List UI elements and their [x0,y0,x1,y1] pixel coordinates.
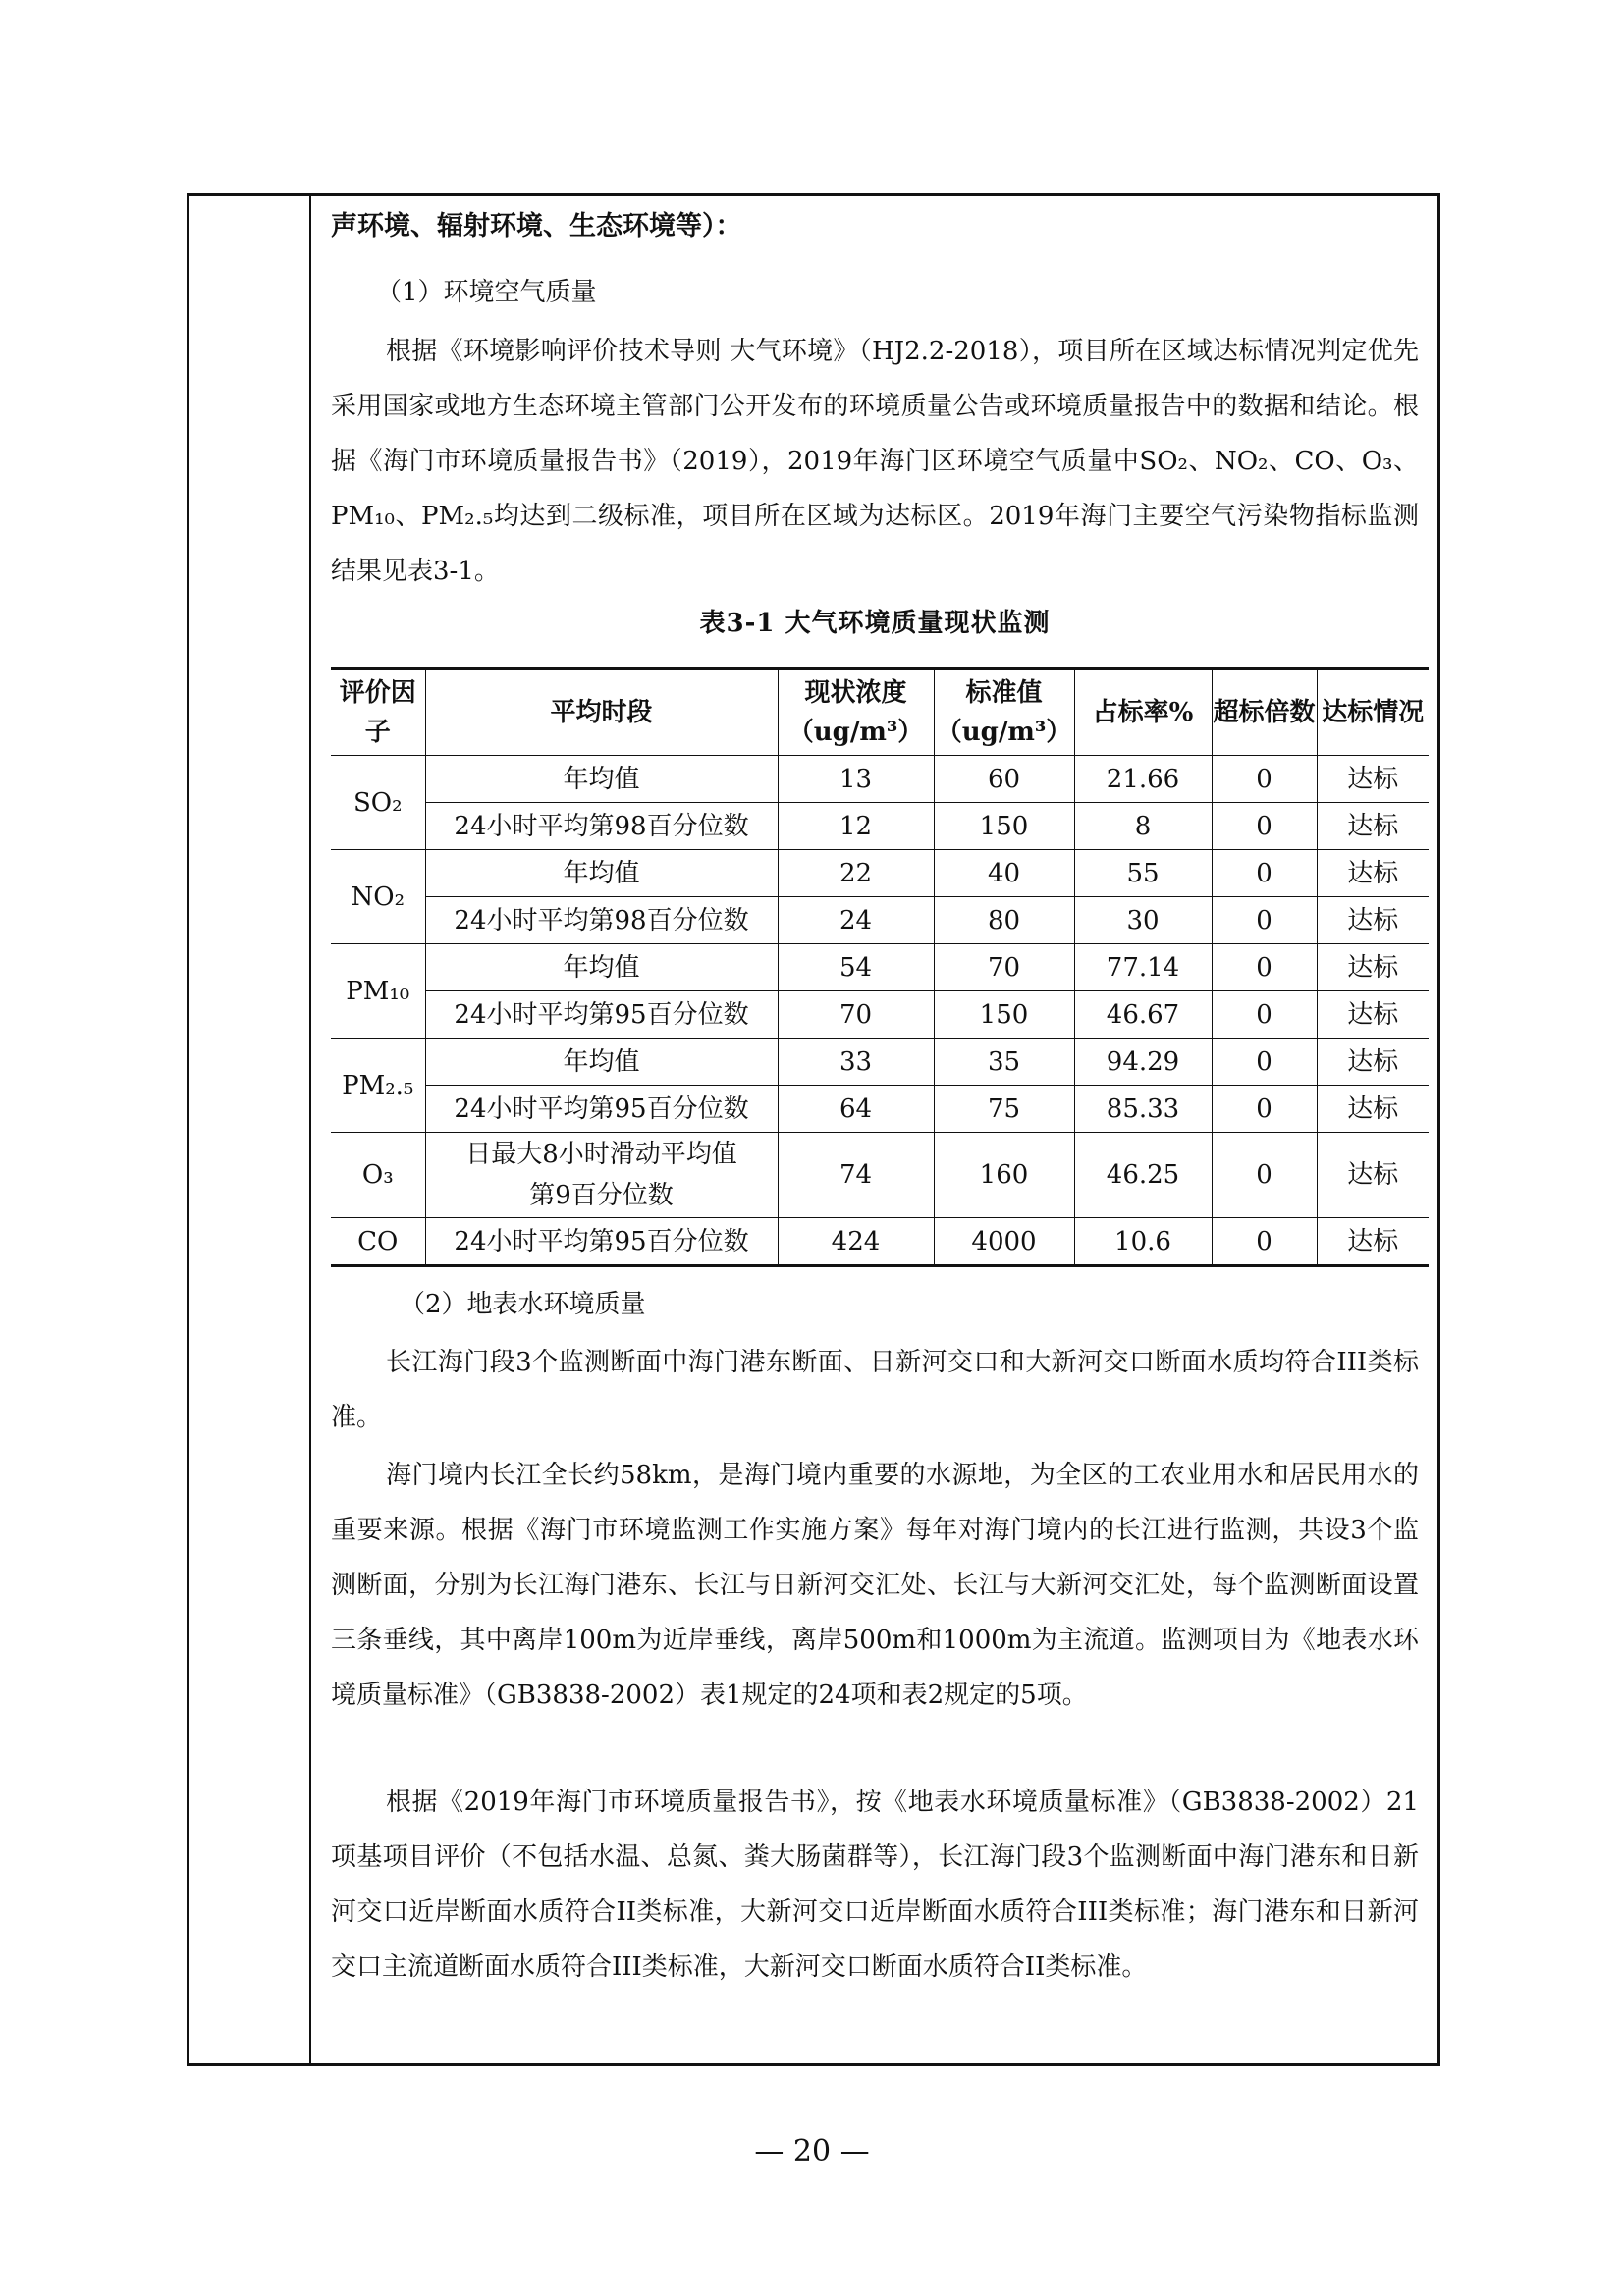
std-cell: 60 [934,756,1074,803]
std-cell: 70 [934,944,1074,991]
document-frame [187,193,1440,2066]
header-standard: 标准值（ug/m³） [934,669,1074,756]
exceed-cell: 0 [1212,1039,1317,1086]
std-cell: 160 [934,1133,1074,1218]
air-quality-paragraph: 根据《环境影响评价技术导则 大气环境》（HJ2.2-2018），项目所在区域达标情况判定优先采用国家或地方生态环境主管部门公开发布的环境质量公告或环境质量报告中的数据和结论。根据《海门市环境质量报告书》（2019），2019年海门区环境空气质量中SO₂、NO₂、CO、O₃、PM₁₀、PM₂.₅均达到二级标准，项目所在区域为达标区。2019年海门主要空气污染物指标监测结果见表3-1。 [331,337,1419,586]
exceed-cell: 0 [1212,1086,1317,1133]
surface-water-paragraph-2: 海门境内长江全长约58km，是海门境内重要的水源地，为全区的工农业用水和居民用水的重要来源。根据《海门市环境监测工作实施方案》每年对海门境内的长江进行监测，共设3个监测断面，分别为长江海门港东、长江与日新河交汇处、长江与大新河交汇处，每个监测断面设置三条垂线，其中离岸100m为近岸垂线，离岸500m和1000m为主流道。监测项目为《地表水环境质量标准》（GB3838-2002）表1规定的24项和表2规定的5项。 [331,1461,1419,1710]
status-cell: 达标 [1317,944,1429,991]
factor-cell: CO [331,1218,425,1266]
ratio-cell: 10.6 [1074,1218,1212,1266]
status-cell: 达标 [1317,1133,1429,1218]
ratio-cell: 85.33 [1074,1086,1212,1133]
factor-cell: PM₁₀ [331,944,425,1039]
header-ratio: 占标率% [1074,669,1212,756]
exceed-cell: 0 [1212,756,1317,803]
period-cell: 年均值 [425,944,778,991]
exceed-cell: 0 [1212,850,1317,897]
factor-cell: SO₂ [331,756,425,850]
status-cell: 达标 [1317,1218,1429,1266]
status-cell: 达标 [1317,803,1429,850]
factor-cell: PM₂.₅ [331,1039,425,1133]
ratio-cell: 94.29 [1074,1039,1212,1086]
ratio-cell: 30 [1074,897,1212,944]
table-row [331,1086,1429,1133]
status-cell: 达标 [1317,756,1429,803]
table-row [331,897,1429,944]
conc-cell: 424 [778,1218,934,1266]
exceed-cell: 0 [1212,897,1317,944]
section-heading: 声环境、辐射环境、生态环境等）： [331,211,742,241]
std-cell: 75 [934,1086,1074,1133]
conc-cell: 70 [778,991,934,1039]
exceed-cell: 0 [1212,803,1317,850]
factor-cell: O₃ [331,1133,425,1218]
table-row [331,803,1429,850]
surface-water-subheading: （2）地表水环境质量 [400,1290,646,1319]
table-caption: 表3-1 大气环境质量现状监测 [699,609,1051,638]
status-cell: 达标 [1317,1039,1429,1086]
conc-cell: 54 [778,944,934,991]
factor-cell: NO₂ [331,850,425,944]
table-row [331,944,1429,991]
period-cell: 日最大8小时滑动平均值第9百分位数 [425,1133,778,1218]
conc-cell: 74 [778,1133,934,1218]
exceed-cell: 0 [1212,991,1317,1039]
air-quality-subheading: （1）环境空气质量 [376,278,597,307]
conc-cell: 13 [778,756,934,803]
status-cell: 达标 [1317,1086,1429,1133]
std-cell: 150 [934,991,1074,1039]
period-cell: 24小时平均第98百分位数 [425,897,778,944]
period-cell: 年均值 [425,850,778,897]
exceed-cell: 0 [1212,1218,1317,1266]
std-cell: 35 [934,1039,1074,1086]
conc-cell: 22 [778,850,934,897]
ratio-cell: 8 [1074,803,1212,850]
period-cell: 24小时平均第98百分位数 [425,803,778,850]
air-quality-table [331,667,1429,1267]
std-cell: 150 [934,803,1074,850]
period-cell: 24小时平均第95百分位数 [425,1086,778,1133]
period-cell: 24小时平均第95百分位数 [425,1218,778,1266]
header-period: 平均时段 [425,669,778,756]
conc-cell: 24 [778,897,934,944]
ratio-cell: 46.67 [1074,991,1212,1039]
header-factor: 评价因子 [331,669,425,756]
exceed-cell: 0 [1212,944,1317,991]
surface-water-paragraph-1: 长江海门段3个监测断面中海门港东断面、日新河交口和大新河交口断面水质均符合III类标准。 [331,1348,1419,1432]
page-number: — 20 — [754,2134,870,2168]
period-cell: 24小时平均第95百分位数 [425,991,778,1039]
header-exceed: 超标倍数 [1212,669,1317,756]
status-cell: 达标 [1317,897,1429,944]
status-cell: 达标 [1317,850,1429,897]
std-cell: 4000 [934,1218,1074,1266]
std-cell: 80 [934,897,1074,944]
period-cell: 年均值 [425,1039,778,1086]
table-row [331,756,1429,803]
ratio-cell: 21.66 [1074,756,1212,803]
header-status: 达标情况 [1317,669,1429,756]
surface-water-paragraph-3: 根据《2019年海门市环境质量报告书》，按《地表水环境质量标准》（GB3838-2002）21项基项目评价（不包括水温、总氮、粪大肠菌群等），长江海门段3个监测断面中海门港东和日新河交口近岸断面水质符合II类标准，大新河交口近岸断面水质符合III类标准；海门港东和日新河交口主流道断面水质符合III类标准，大新河交口断面水质符合II类标准。 [331,1788,1419,1982]
ratio-cell: 46.25 [1074,1133,1212,1218]
period-cell: 年均值 [425,756,778,803]
table-header-row [331,669,1429,756]
table-row [331,1133,1429,1218]
exceed-cell: 0 [1212,1133,1317,1218]
conc-cell: 64 [778,1086,934,1133]
ratio-cell: 55 [1074,850,1212,897]
status-cell: 达标 [1317,991,1429,1039]
conc-cell: 12 [778,803,934,850]
header-concentration: 现状浓度（ug/m³） [778,669,934,756]
left-label-column [189,196,311,2063]
table-row [331,1039,1429,1086]
std-cell: 40 [934,850,1074,897]
table-row [331,850,1429,897]
table-row [331,1218,1429,1266]
table-row [331,991,1429,1039]
ratio-cell: 77.14 [1074,944,1212,991]
conc-cell: 33 [778,1039,934,1086]
